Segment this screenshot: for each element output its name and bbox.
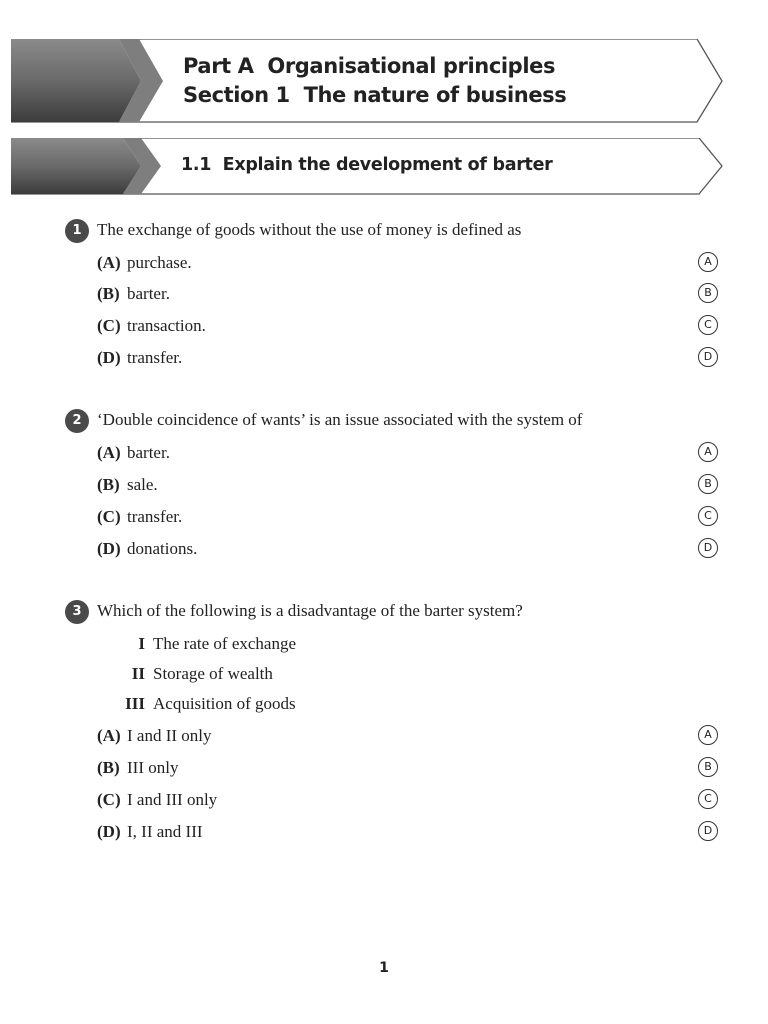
statement-numeral: III: [125, 694, 145, 713]
part-section-title: [183, 52, 566, 110]
statement-text: The rate of exchange: [153, 634, 296, 653]
answer-bubble[interactable]: B: [698, 474, 718, 494]
answer-bubble[interactable]: D: [698, 538, 718, 558]
option-letter: (C): [97, 790, 121, 809]
option-letter: (C): [97, 316, 121, 335]
option-text: barter.: [127, 284, 170, 303]
answer-bubble[interactable]: C: [698, 789, 718, 809]
question-stem: ‘Double coincidence of wants’ is an issue associated with the system of: [97, 410, 583, 429]
statement-item: [105, 664, 273, 684]
option-letter: (C): [97, 507, 121, 526]
answer-bubble[interactable]: D: [698, 821, 718, 841]
option-letter: (B): [97, 284, 120, 303]
option-letter: (D): [97, 539, 121, 558]
question-number-badge: 3: [65, 600, 89, 624]
question-number-badge: 1: [65, 219, 89, 243]
statement-text: Storage of wealth: [153, 664, 273, 683]
statement-text: Acquisition of goods: [153, 694, 296, 713]
answer-option: [97, 822, 203, 842]
option-text: III only: [127, 758, 179, 777]
answer-bubble[interactable]: A: [698, 442, 718, 462]
statement-item: [105, 694, 296, 714]
option-letter: (A): [97, 726, 121, 745]
option-text: barter.: [127, 443, 170, 462]
question-number-badge: 2: [65, 409, 89, 433]
answer-bubble[interactable]: D: [698, 347, 718, 367]
answer-option: [97, 539, 197, 559]
answer-bubble[interactable]: A: [698, 725, 718, 745]
subsection-title: 1.1 Explain the development of barter: [181, 155, 553, 175]
part-title: Part A Organisational principles: [183, 54, 556, 78]
answer-option: [97, 253, 192, 273]
answer-option: [97, 790, 217, 810]
answer-option: [97, 475, 158, 495]
option-letter: (D): [97, 348, 121, 367]
page-number: 1: [379, 960, 389, 976]
option-letter: (B): [97, 475, 120, 494]
statement-numeral: I: [138, 634, 145, 653]
option-text: I and II only: [127, 726, 212, 745]
option-text: transfer.: [127, 507, 183, 526]
option-text: transfer.: [127, 348, 183, 367]
part-header-banner: [11, 39, 723, 123]
answer-bubble[interactable]: C: [698, 506, 718, 526]
statement-numeral: II: [131, 664, 145, 683]
answer-option: [97, 316, 206, 336]
option-text: I and III only: [127, 790, 218, 809]
answer-option: [97, 507, 182, 527]
answer-bubble[interactable]: C: [698, 315, 718, 335]
answer-bubble[interactable]: A: [698, 252, 718, 272]
option-text: transaction.: [127, 316, 206, 335]
answer-option: [97, 726, 212, 746]
answer-bubble[interactable]: B: [698, 757, 718, 777]
option-letter: (B): [97, 758, 120, 777]
option-text: sale.: [127, 475, 158, 494]
answer-option: [97, 284, 170, 304]
statement-item: [105, 634, 296, 654]
option-letter: (A): [97, 253, 121, 272]
answer-option: [97, 758, 178, 778]
answer-option: [97, 348, 182, 368]
question-stem: Which of the following is a disadvantage of the barter system?: [97, 601, 523, 620]
section-title: Section 1 The nature of business: [183, 83, 567, 107]
answer-bubble[interactable]: B: [698, 283, 718, 303]
option-text: donations.: [127, 539, 198, 558]
question-stem: The exchange of goods without the use of money is defined as: [97, 220, 522, 239]
option-text: purchase.: [127, 253, 192, 272]
option-text: I, II and III: [127, 822, 203, 841]
answer-option: [97, 443, 170, 463]
option-letter: (D): [97, 822, 121, 841]
option-letter: (A): [97, 443, 121, 462]
subsection-banner: [11, 138, 723, 195]
